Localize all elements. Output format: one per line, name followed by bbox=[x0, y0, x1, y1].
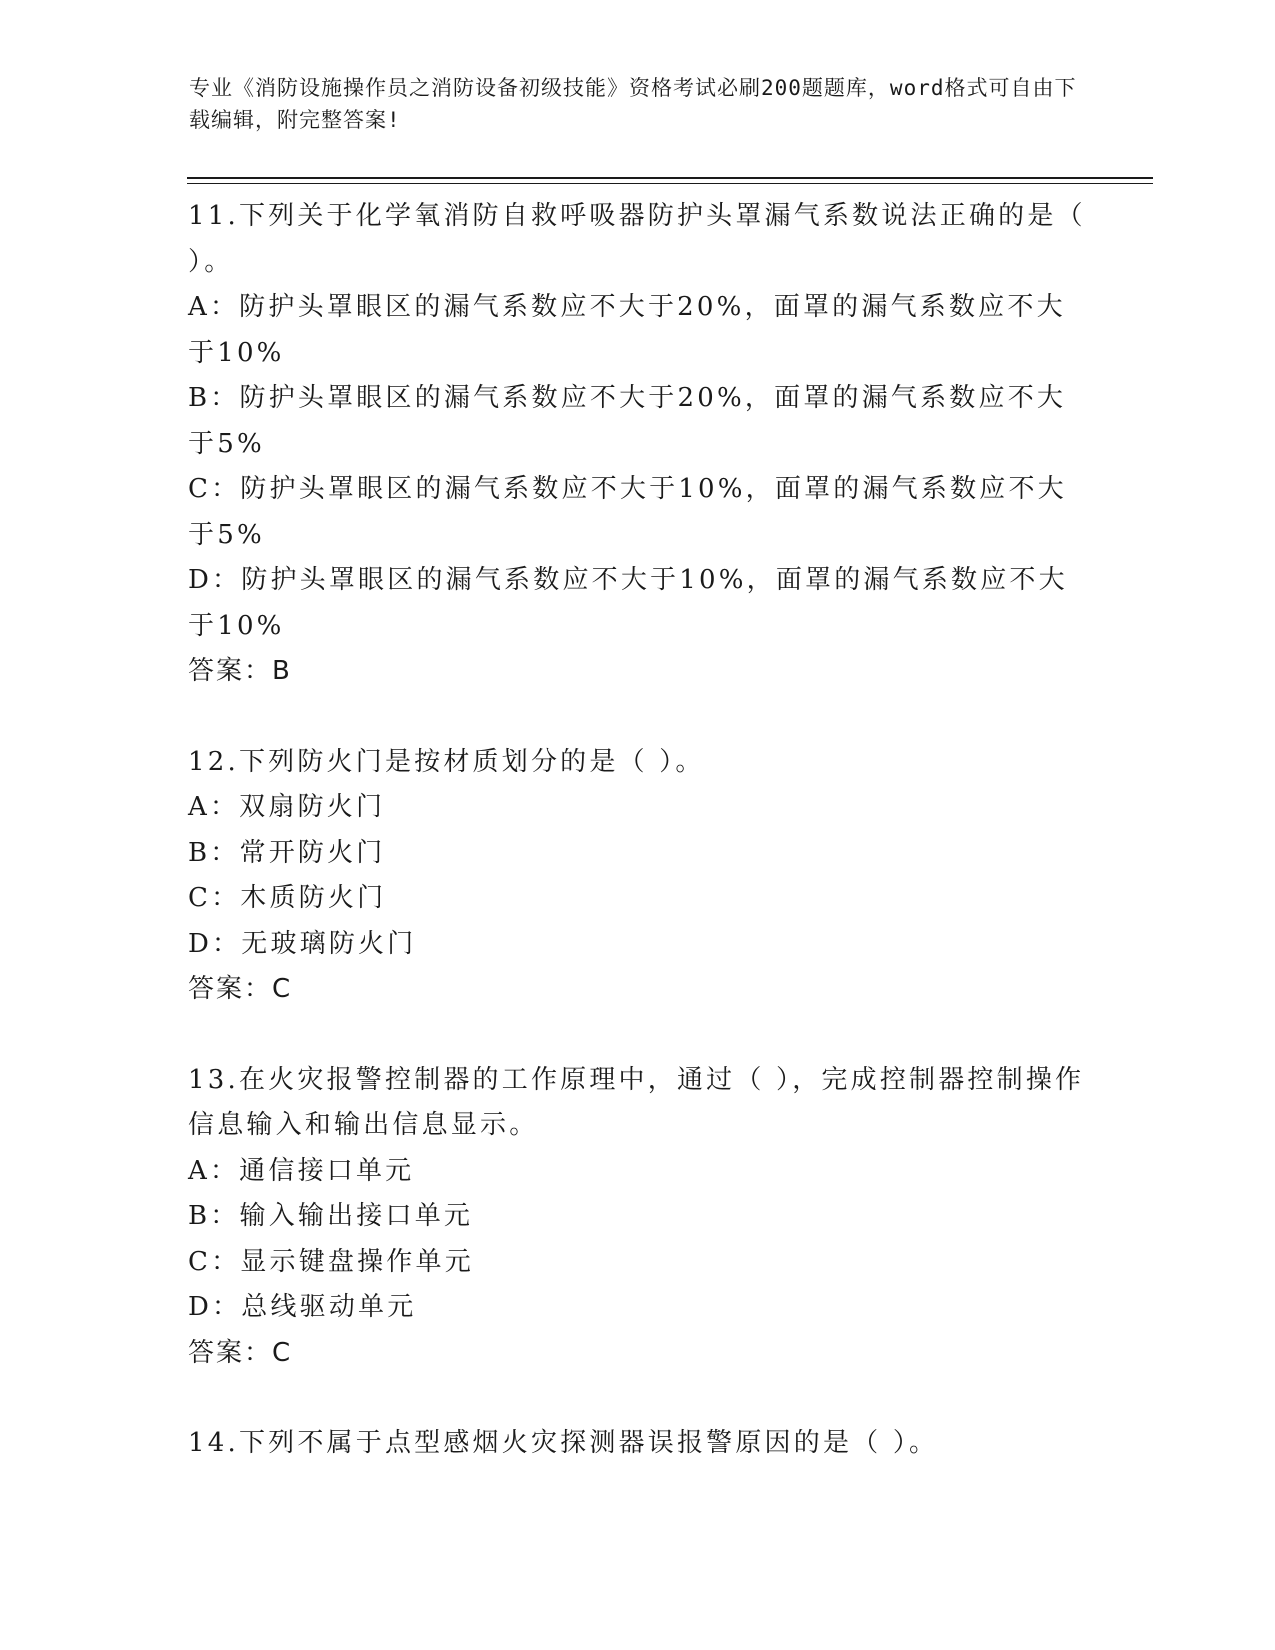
question-list bbox=[188, 194, 1088, 1467]
option-d: D：防护头罩眼区的漏气系数应不大于10%，面罩的漏气系数应不大于10% bbox=[188, 565, 1068, 641]
option-d: D：无玻璃防火门 bbox=[188, 928, 417, 959]
option-a: A：通信接口单元 bbox=[188, 1155, 415, 1186]
document-header: 专业《消防设施操作员之消防设备初级技能》资格考试必刷200题题库，word格式可自由下载编辑，附完整答案! bbox=[189, 76, 1077, 132]
option-b: B：防护头罩眼区的漏气系数应不大于20%，面罩的漏气系数应不大于5% bbox=[188, 383, 1067, 459]
option-d: D：总线驱动单元 bbox=[188, 1292, 417, 1322]
answer: 答案：C bbox=[188, 1337, 293, 1368]
option-c: C：显示键盘操作单元 bbox=[188, 1246, 474, 1277]
answer: 答案：C bbox=[188, 974, 293, 1004]
question-stem: 12.下列防火门是按材质划分的是（ ）。 bbox=[188, 746, 705, 777]
question-stem: 11.下列关于化学氧消防自救呼吸器防护头罩漏气系数说法正确的是（ ）。 bbox=[188, 201, 1086, 277]
option-c: C：防护头罩眼区的漏气系数应不大于10%，面罩的漏气系数应不大于5% bbox=[188, 474, 1067, 550]
question-stem: 13.在火灾报警控制器的工作原理中，通过（ ），完成控制器控制操作信息输入和输出信息显示。 bbox=[188, 1064, 1085, 1140]
question-stem: 14.下列不属于点型感烟火灾探测器误报警原因的是（ ）。 bbox=[188, 1428, 939, 1458]
question-12 bbox=[188, 740, 1088, 1013]
question-11 bbox=[188, 194, 1088, 695]
question-14 bbox=[188, 1421, 1088, 1467]
header-divider-thick bbox=[187, 177, 1153, 179]
option-c: C：木质防火门 bbox=[188, 883, 387, 913]
option-a: A：防护头罩眼区的漏气系数应不大于20%，面罩的漏气系数应不大于10% bbox=[188, 292, 1066, 368]
question-13 bbox=[188, 1058, 1088, 1377]
header-divider-thin bbox=[187, 183, 1153, 184]
answer: 答案：B bbox=[188, 656, 292, 686]
option-a: A：双扇防火门 bbox=[188, 792, 386, 822]
option-b: B：输入输出接口单元 bbox=[188, 1201, 474, 1231]
option-b: B：常开防火门 bbox=[188, 837, 386, 868]
